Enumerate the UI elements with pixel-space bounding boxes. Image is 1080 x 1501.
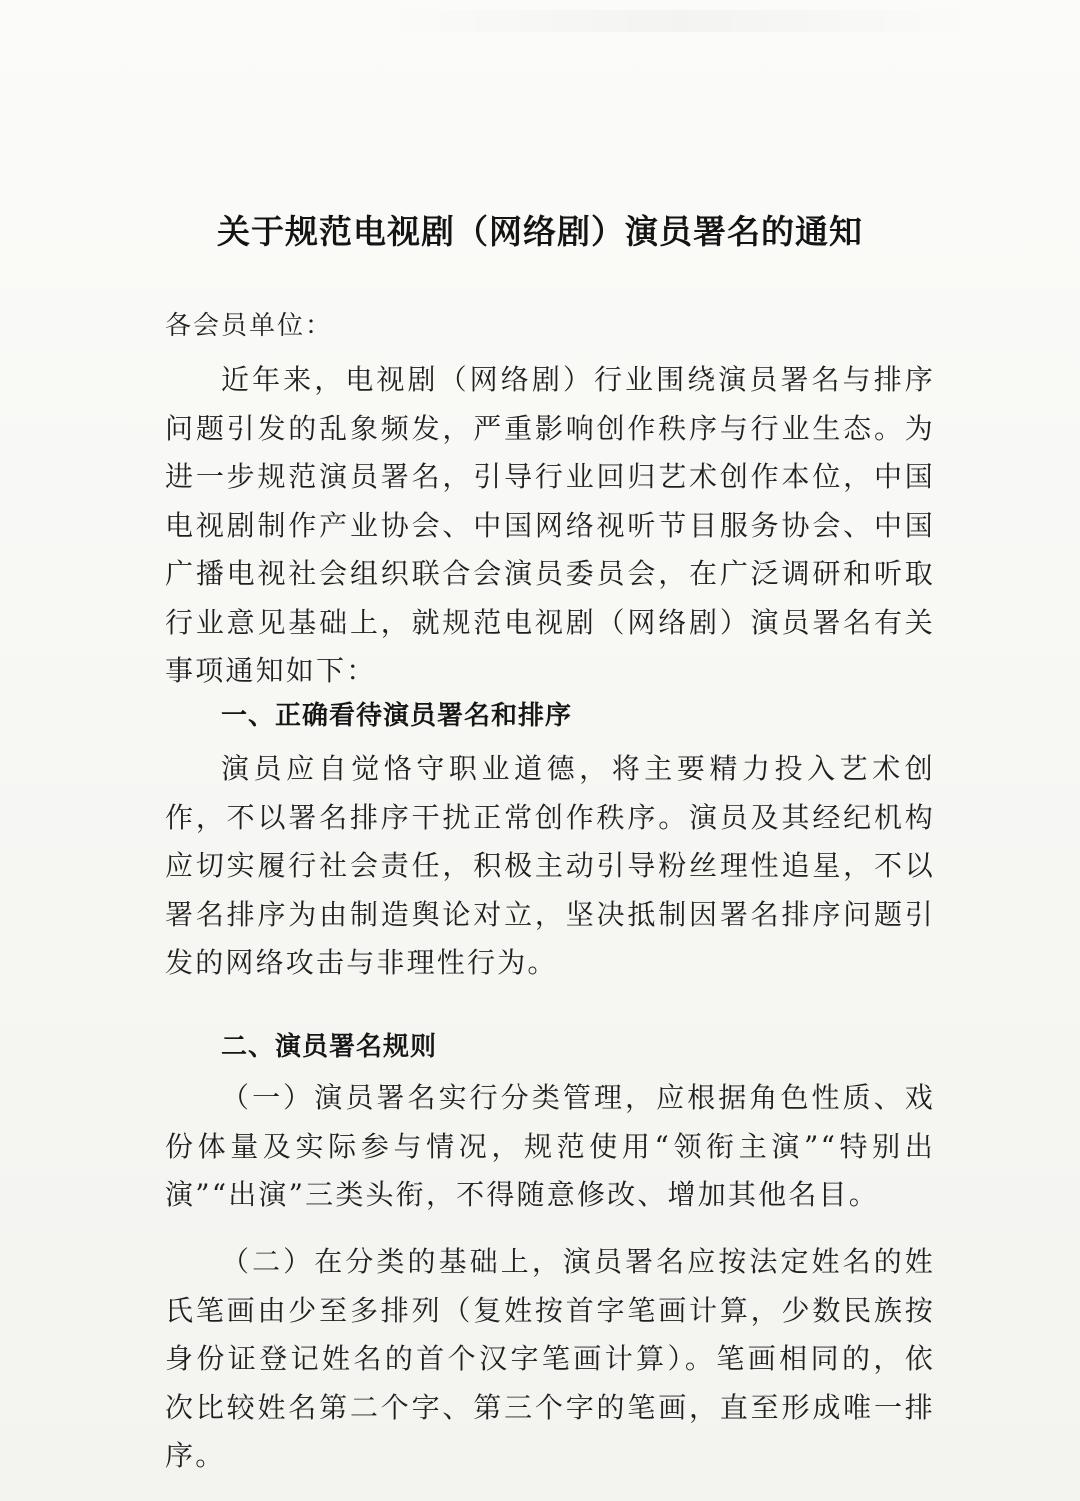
intro-paragraph: 近年来，电视剧（网络剧）行业围绕演员署名与排序问题引发的乱象频发，严重影响创作秩序与行业生态。为进一步规范演员署名，引导行业回归艺术创作本位，中国电视剧制作产业协会、中国网络视听节目服务协会、中国广播电视社会组织联合会演员委员会，在广泛调研和听取行业意见基础上，就规范电视剧（网络剧）演员署名有关事项通知如下： <box>165 363 935 687</box>
scan-shadow <box>380 10 980 32</box>
section-2-heading: 二、演员署名规则 <box>221 1032 438 1062</box>
document-title: 关于规范电视剧（网络剧）演员署名的通知 <box>217 212 863 251</box>
section-1-body: 演员应自觉恪守职业道德，将主要精力投入艺术创作，不以署名排序干扰正常创作秩序。演员及其经纪机构应切实履行社会责任，积极主动引导粉丝理性追星，不以署名排序为由制造舆论对立，坚决抵制因署名排序问题引发的网络攻击与非理性行为。 <box>165 752 935 979</box>
section-1-heading: 一、正确看待演员署名和排序 <box>221 701 573 731</box>
section-2-item-2: （二）在分类的基础上，演员署名应按法定姓名的姓氏笔画由少至多排列（复姓按首字笔画计算，少数民族按身份证登记姓名的首个汉字笔画计算）。笔画相同的，依次比较姓名第二个字、第三个字的笔画，直至形成唯一排序。 <box>165 1245 935 1472</box>
section-2-item-1: （一）演员署名实行分类管理，应根据角色性质、戏份体量及实际参与情况，规范使用“领衔主演”“特别出演”“出演”三类头衔，不得随意修改、增加其他名目。 <box>165 1081 935 1211</box>
salutation: 各会员单位： <box>165 311 334 341</box>
